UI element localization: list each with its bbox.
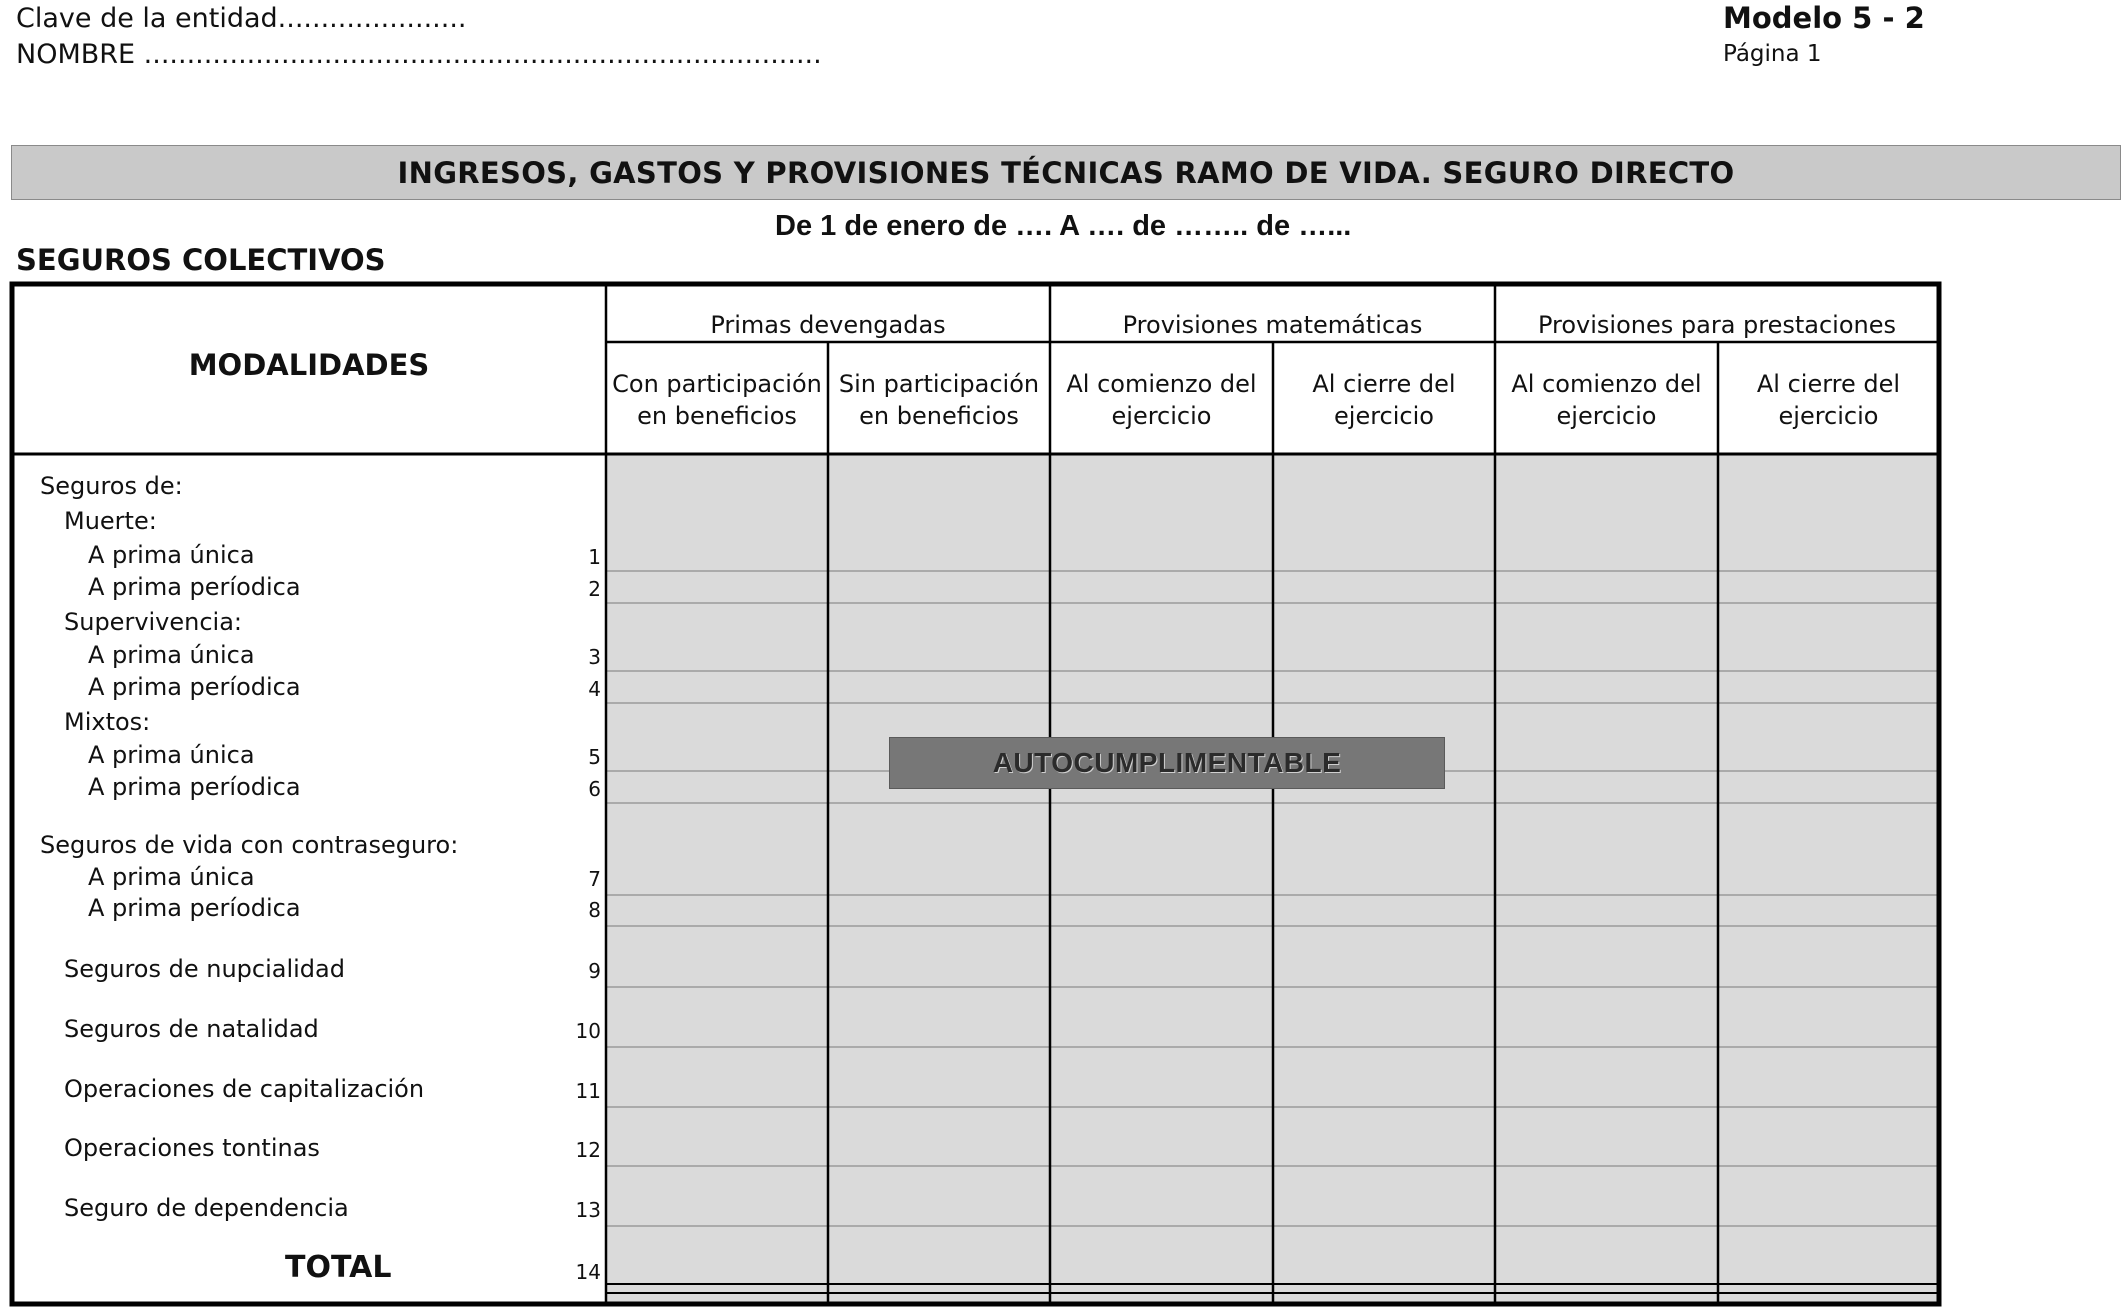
row-number: 13	[575, 1198, 601, 1222]
row-number: 9	[588, 959, 601, 983]
row-label: A prima períodica	[88, 573, 301, 601]
subheader-con-participacion: Con participación en beneficios	[612, 370, 822, 430]
row-number: 2	[588, 577, 601, 601]
row-label: Operaciones tontinas	[64, 1134, 320, 1162]
row-label: A prima períodica	[88, 673, 301, 701]
row-number: 4	[588, 677, 601, 701]
row-label: Operaciones de capitalización	[64, 1075, 425, 1103]
entity-name-field: NOMBRE ...............................................................................	[16, 39, 822, 70]
row-number: 5	[588, 745, 601, 769]
group-label-supervivencia: Supervivencia:	[64, 608, 243, 636]
row-label: Seguro de dependencia	[64, 1194, 349, 1222]
row-label: A prima única	[88, 863, 255, 891]
row-label: A prima única	[88, 741, 255, 769]
row-number: 6	[588, 777, 601, 801]
row-number: 12	[575, 1138, 601, 1162]
subheader-prestaciones-comienzo: Al comienzo del ejercicio	[1511, 370, 1702, 430]
total-label: TOTAL	[285, 1250, 392, 1285]
row-number: 3	[588, 645, 601, 669]
group-label-mixtos: Mixtos:	[64, 708, 151, 736]
period-line: De 1 de enero de …. A …. de …….. de …...	[775, 210, 1352, 242]
group-header-provisiones-prestaciones: Provisiones para prestaciones	[1537, 311, 1897, 339]
row-number: 14	[575, 1260, 601, 1284]
group-header-primas: Primas devengadas	[710, 311, 946, 339]
row-label: A prima períodica	[88, 773, 301, 801]
subheader-sin-participacion: Sin participación en beneficios	[838, 370, 1040, 430]
page-number: Página 1	[1723, 41, 1822, 67]
row-number: 1	[588, 545, 601, 569]
modalidades-header: MODALIDADES	[188, 348, 430, 382]
entity-key-field: Clave de la entidad......................	[16, 3, 467, 34]
subheader-prestaciones-cierre: Al cierre del ejercicio	[1756, 370, 1901, 430]
group-label-muerte: Muerte:	[64, 507, 157, 535]
section-title: SEGUROS COLECTIVOS	[16, 243, 386, 277]
autocumplimentable-stamp: AUTOCUMPLIMENTABLE	[889, 737, 1445, 789]
row-label: A prima única	[88, 541, 255, 569]
row-number: 11	[575, 1079, 601, 1103]
subheader-matematicas-comienzo: Al comienzo del ejercicio	[1066, 370, 1257, 430]
row-number: 7	[588, 867, 601, 891]
model-label: Modelo 5 - 2	[1723, 1, 1925, 35]
row-number: 8	[588, 898, 601, 922]
group-label-seguros-de: Seguros de:	[40, 472, 183, 500]
group-label-contraseguro: Seguros de vida con contraseguro:	[40, 831, 459, 859]
document-title: INGRESOS, GASTOS Y PROVISIONES TÉCNICAS RAMO DE VIDA. SEGURO DIRECTO	[11, 145, 2121, 200]
group-header-provisiones-matematicas: Provisiones matemáticas	[1122, 311, 1423, 339]
row-label: A prima única	[88, 641, 255, 669]
row-label: Seguros de natalidad	[64, 1015, 319, 1043]
subheader-matematicas-cierre: Al cierre del ejercicio	[1312, 370, 1456, 430]
row-label: A prima períodica	[88, 894, 301, 922]
row-number: 10	[575, 1019, 601, 1043]
row-label: Seguros de nupcialidad	[64, 955, 345, 983]
